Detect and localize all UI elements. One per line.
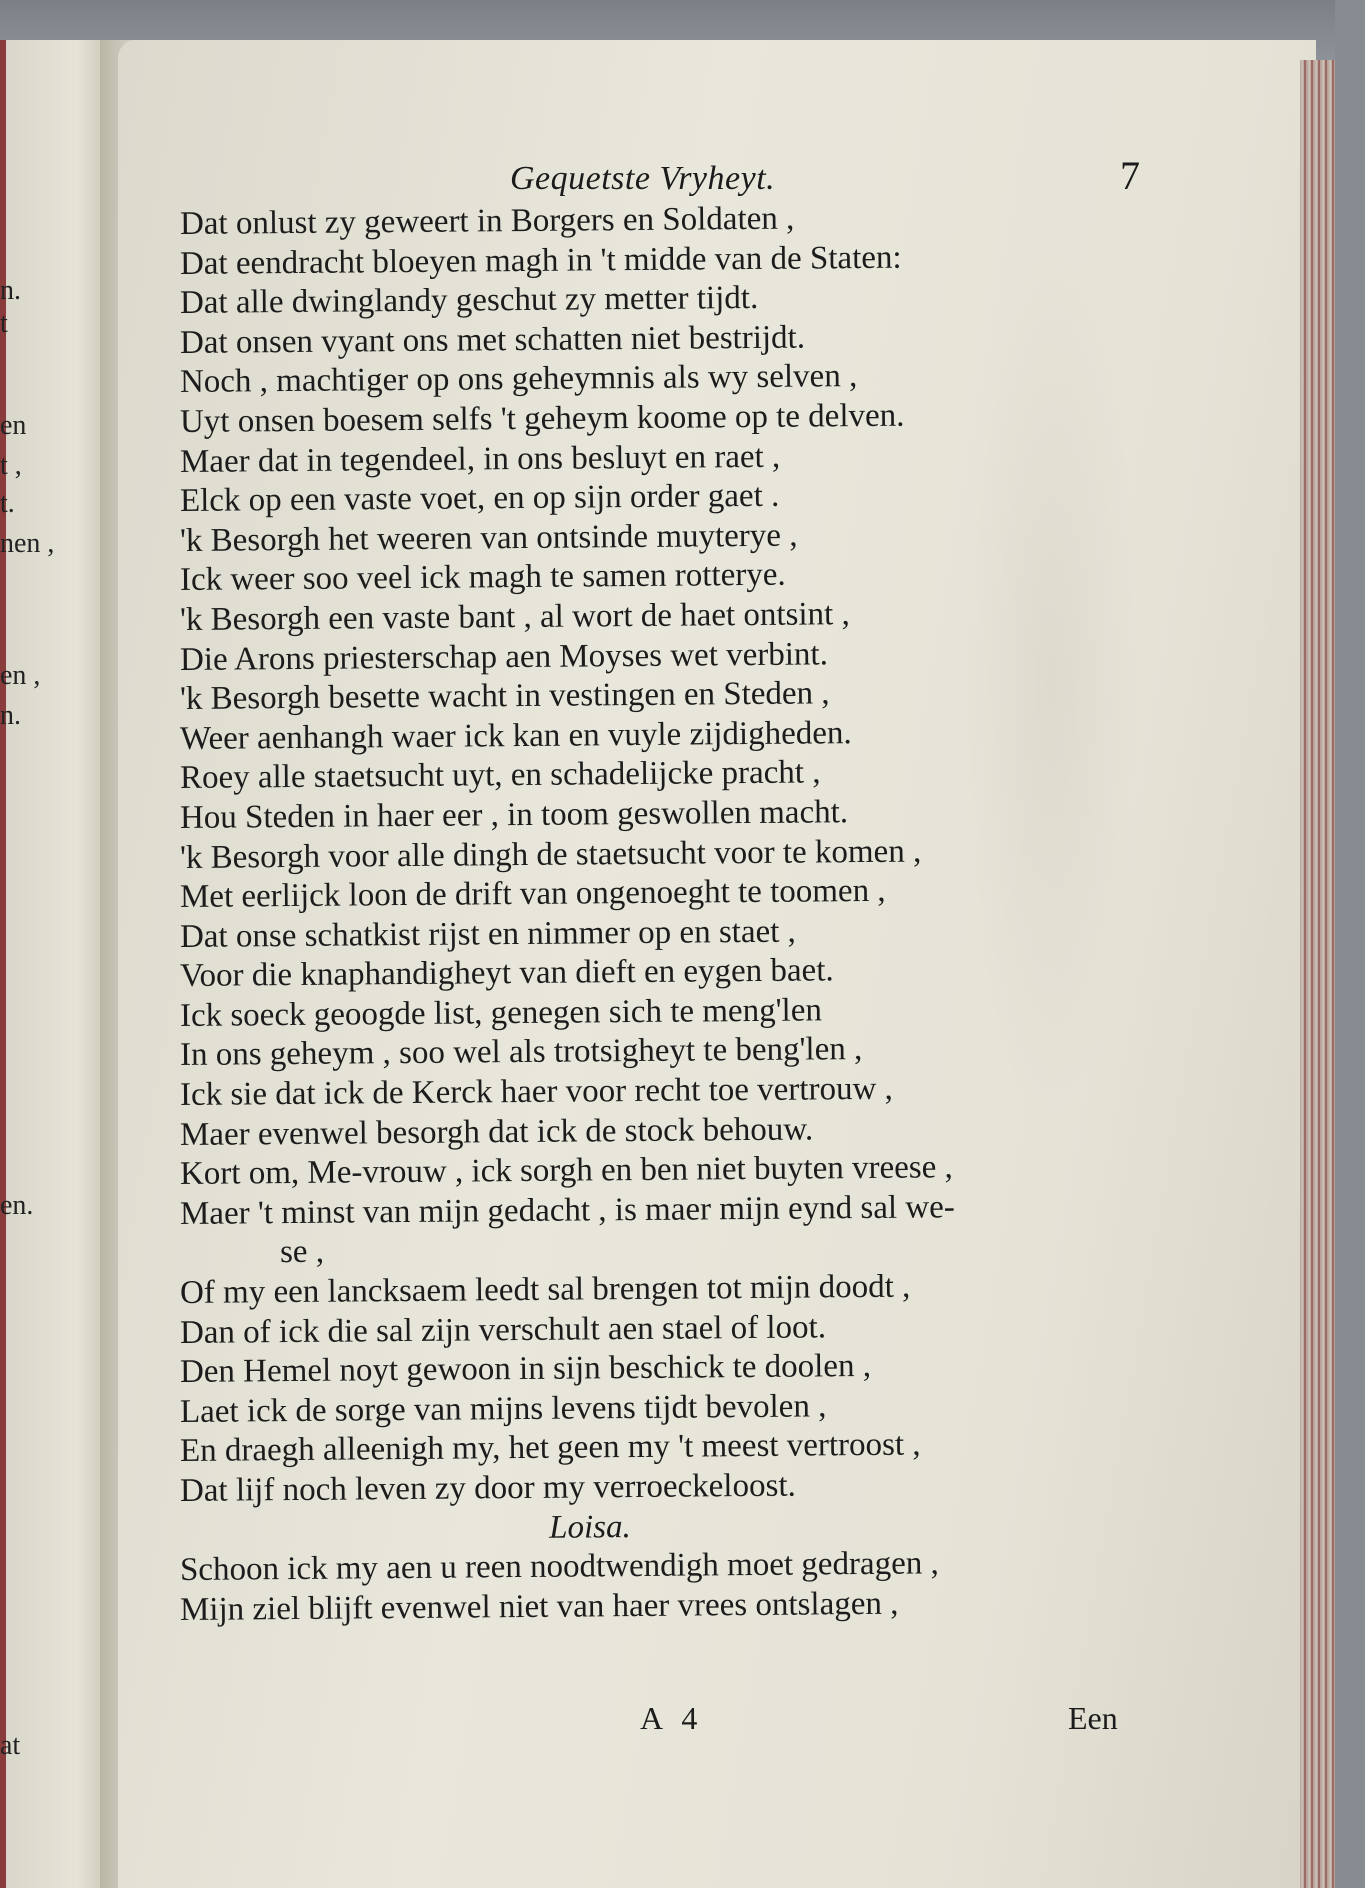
page-number: 7 (1120, 153, 1140, 198)
left-page-fragment: t (0, 308, 8, 339)
verse-line: Ick sie dat ick de Kerck haer voor recht toe vertrouw , (179, 1070, 893, 1114)
verse-line: Voor die knaphandigheyt van dieft en eygen baet. (179, 952, 834, 995)
left-page-fragment: en , (0, 660, 41, 691)
verse-line: 'k Besorgh besette wacht in vestingen en Steden , (179, 675, 830, 718)
verse-line: Dat onse schatkist rijst en nimmer op en staet , (179, 913, 797, 955)
verse-line: 'k Besorgh het weeren van ontsinde muyterye , (179, 517, 798, 559)
verse-line: Hou Steden in haer eer , in toom geswollen macht. (179, 794, 849, 836)
running-title: Gequetste Vryheyt. (510, 160, 776, 197)
left-page-fragment: at (0, 1730, 21, 1761)
page-footer (0, 1700, 1365, 1750)
verse-line: Weer aenhangh waer ick kan en vuyle zijdigheden. (179, 714, 852, 757)
verse-line: Mijn ziel blijft evenwel niet van haer vrees ontslagen , (179, 1585, 899, 1628)
left-page-fragment: t , (0, 450, 22, 481)
verse-line: Dat alle dwinglandy geschut zy metter tijdt. (179, 280, 759, 322)
verse-line: Laet ick de sorge van mijns levens tijdt bevolen , (179, 1388, 827, 1430)
left-page-fragment: t. (0, 488, 15, 519)
verse-line: Dat lijf noch leven zy door my verroeckeloost. (179, 1467, 796, 1509)
verse-block (179, 200, 1180, 1630)
left-page-fragment: en. (0, 1190, 34, 1221)
verse-line: En draegh alleenigh my, het geen my 't meest vertroost , (179, 1426, 921, 1470)
verse-line: Maer 't minst van mijn gedacht , is maer mijn eynd sal we- (179, 1189, 955, 1232)
verse-line: Of my een lancksaem leedt sal brengen tot mijn doodt , (179, 1268, 911, 1312)
background-right (1335, 0, 1365, 1888)
verse-line: se , (279, 1234, 325, 1271)
verse-line: Dat onlust zy geweert in Borgers en Soldaten , (179, 200, 795, 242)
signature-mark: A 4 (640, 1700, 704, 1736)
page-fore-edge (1300, 60, 1335, 1888)
verse-line: Uyt onsen boesem selfs 't geheym koome op te delven. (179, 397, 905, 440)
speaker-name: Loisa. (549, 1508, 631, 1546)
catchword: Een (1068, 1700, 1118, 1736)
verse-line: Dan of ick die sal zijn verschult aen stael of loot. (179, 1308, 827, 1351)
verse-line: Elck op een vaste voet, en op sijn order gaet . (179, 477, 780, 520)
facing-page-left (0, 40, 110, 1888)
verse-line: Dat onsen vyant ons met schatten niet bestrijdt. (179, 319, 806, 361)
verse-line: Noch , machtiger op ons geheymnis als wy selven , (179, 358, 858, 401)
left-page-fragment: n. (0, 700, 21, 731)
left-page-fragment: en (0, 410, 27, 441)
verse-line: Die Arons priesterschap aen Moyses wet verbint. (179, 635, 829, 678)
verse-line: 'k Besorgh een vaste bant , al wort de haet ontsint , (179, 596, 850, 638)
verse-line: Maer evenwel besorgh dat ick de stock behouw. (179, 1111, 814, 1153)
verse-line: Met eerlijck loon de drift van ongenoeght te toomen , (179, 872, 886, 916)
left-page-fragment: n. (0, 275, 21, 306)
verse-line: Ick soeck geoogde list, genegen sich te meng'len (179, 992, 823, 1034)
verse-line: Den Hemel noyt gewoon in sijn beschick te doolen , (179, 1348, 872, 1391)
left-page-fragment: nen , (0, 528, 55, 559)
verse-line: Dat eendracht bloeyen magh in 't midde van de Staten: (179, 239, 902, 282)
verse-line: Maer dat in tegendeel, in ons besluyt en raet , (179, 438, 781, 480)
verse-line: Roey alle staetsucht uyt, en schadelijcke pracht , (179, 754, 821, 797)
verse-line: In ons geheym , soo wel als trotsigheyt te beng'len , (179, 1031, 863, 1074)
verse-line: Kort om, Me-vrouw , ick sorgh en ben niet buyten vreese , (179, 1149, 953, 1193)
verse-line: Ick weer soo veel ick magh te samen rotterye. (179, 557, 786, 599)
verse-line: Schoon ick my aen u reen noodtwendigh moet gedragen , (179, 1545, 939, 1589)
verse-line: 'k Besorgh voor alle dingh de staetsucht voor te komen , (179, 833, 922, 876)
